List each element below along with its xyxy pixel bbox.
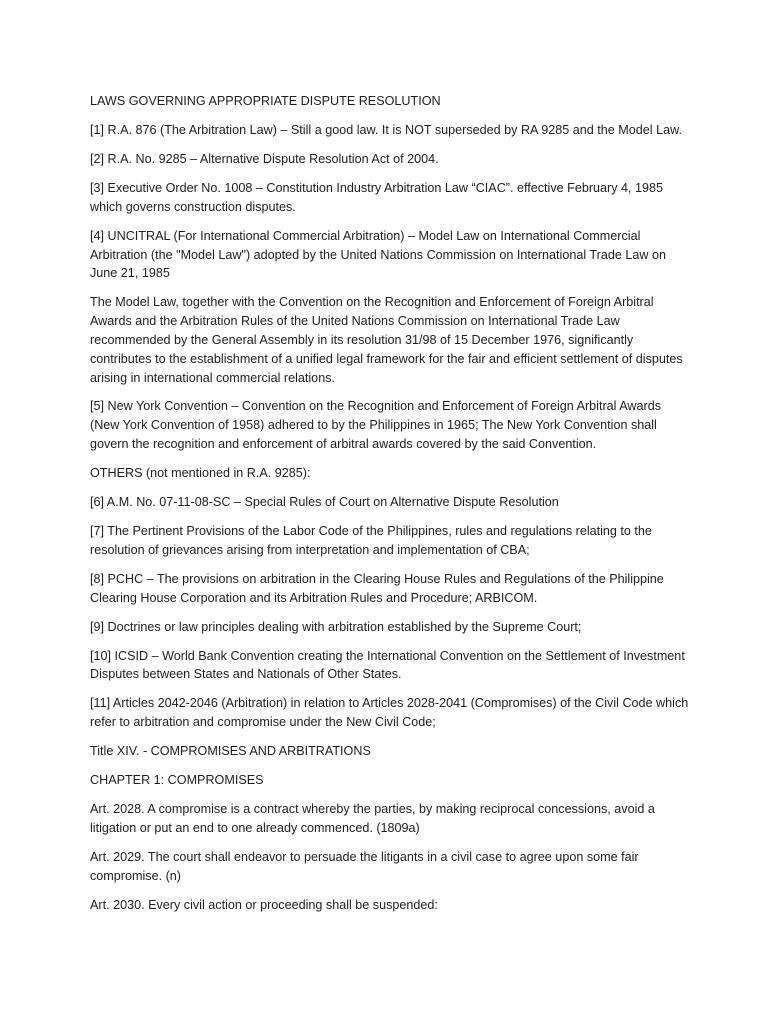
law-item-8: [8] PCHC – The provisions on arbitration in the Clearing House Rules and Regulations of the Philippine Clearing House Corporation and its Arbitration Rules and Procedure; ARBICOM. (90, 571, 664, 605)
others-heading: OTHERS (not mentioned in R.A. 9285): (90, 466, 311, 481)
law-item-4: [4] UNCITRAL (For International Commercial Arbitration) – Model Law on International Commercial Arbitration (the "Model Law") adopted by the United Nations Commission on International Trade Law on June 21, 1985 (90, 228, 666, 281)
law-item-7: [7] The Pertinent Provisions of the Labor Code of the Philippines, rules and regulations relating to the resolution of grievances arising from interpretation and implementation of CBA; (90, 524, 652, 557)
document-heading: LAWS GOVERNING APPROPRIATE DISPUTE RESOLUTION (90, 94, 441, 108)
law-item-10: [10] ICSID – World Bank Convention creating the International Convention on the Settlement of Investment Disputes between States and Nationals of Other States. (90, 648, 685, 682)
chapter-heading: CHAPTER 1: COMPROMISES (90, 773, 264, 788)
article-2029: Art. 2029. The court shall endeavor to persuade the litigants in a civil case to agree upon some fair compromise. (n) (90, 849, 639, 883)
law-item-5: [5] New York Convention – Convention on the Recognition and Enforcement of Foreign Arbitral Awards (New York Convention of 1958) adhered to by the Philippines in 1965; The New York Convention shall govern the recognition and enforcement of arbitral awards covered by the said Convention. (90, 399, 662, 452)
law-item-9: [9] Doctrines or law principles dealing with arbitration established by the Supreme Court; (90, 619, 582, 634)
law-item-1: [1] R.A. 876 (The Arbitration Law) – Still a good law. It is NOT superseded by RA 9285 and the Model Law. (90, 122, 683, 137)
law-item-2: [2] R.A. No. 9285 – Alternative Dispute Resolution Act of 2004. (90, 151, 439, 166)
article-2028: Art. 2028. A compromise is a contract whereby the parties, by making reciprocal concessions, avoid a litigation or put an end to one already commenced. (1809a) (90, 802, 655, 835)
model-law-paragraph: The Model Law, together with the Convention on the Recognition and Enforcement of Foreign Arbitral Awards and the Arbitration Rules of the United Nations Commission on International Trade Law recommended by the General Assembly in its resolution 31/98 of 15 December 1976, significantly contributes to the establishment of a unified legal framework for the fair and efficient settlement of disputes arising in international commercial relations. (90, 295, 683, 385)
law-item-3: [3] Executive Order No. 1008 – Constitution Industry Arbitration Law “CIAC”. effective February 4, 1985 which governs construction disputes. (90, 180, 664, 214)
document-page (90, 92, 690, 925)
article-2030: Art. 2030. Every civil action or proceeding shall be suspended: (90, 897, 438, 912)
title-heading: Title XIV. - COMPROMISES AND ARBITRATIONS (90, 744, 371, 759)
law-item-11: [11] Articles 2042-2046 (Arbitration) in relation to Articles 2028-2041 (Compromises) of the Civil Code which refer to arbitration and compromise under the New Civil Code; (90, 696, 689, 730)
law-item-6: [6] A.M. No. 07-11-08-SC – Special Rules of Court on Alternative Dispute Resolution (90, 495, 559, 510)
